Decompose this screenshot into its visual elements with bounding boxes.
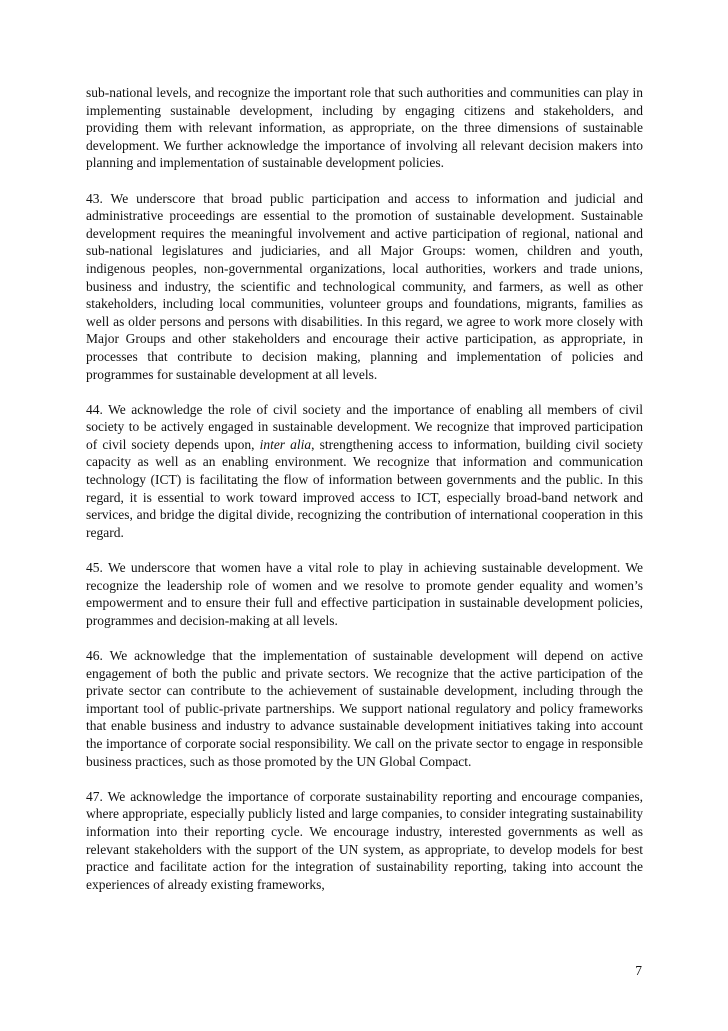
paragraph-46: 46. We acknowledge that the implementation of sustainable development will depend on active engagement of both the public and private sectors. We recognize that the active participation of the private sector can contribute to the achievement of sustainable development, including through the important tool of public-private partnerships. We support national regulatory and policy frameworks that enable business and industry to advance sustainable development initiatives taking into account the importance of corporate social responsibility. We call on the private sector to engage in responsible business practices, such as those promoted by the UN Global Compact.	[86, 648, 643, 769]
paragraph-44-text-after: , strengthening access to information, building civil society capacity as well as an enabling environment. We recognize that information and communication technology (ICT) is facilitating the flow of information between governments and the public. In this regard, it is essential to work toward improved access to ICT, especially broad-band network and services, and bridge the digital divide, recognizing the contribution of international cooperation in this regard.	[86, 436, 643, 540]
page-number: 7	[635, 963, 642, 978]
paragraph-44-text-before: 44. We acknowledge the role of civil society and the importance of enabling all members of civil society to be actively engaged in sustainable development. We recognize that improved participation of civil society depends upon,	[86, 401, 643, 452]
paragraph-44	[86, 401, 643, 542]
paragraph-47: 47. We acknowledge the importance of corporate sustainability reporting and encourage companies, where appropriate, especially publicly listed and large companies, to consider integrating sustainability information into their reporting cycle. We encourage industry, interested governments as well as relevant stakeholders with the support of the UN system, as appropriate, to develop models for best practice and facilitate action for the integration of sustainability reporting, taking into account the experiences of already existing frameworks,	[86, 788, 643, 892]
paragraph-45: 45. We underscore that women have a vital role to play in achieving sustainable development. We recognize the leadership role of women and we resolve to promote gender equality and women’s empowerment and to ensure their full and effective participation in sustainable development policies, programmes and decision-making at all levels.	[86, 560, 643, 628]
paragraph-42-continued: sub-national levels, and recognize the important role that such authorities and communities can play in implementing sustainable development, including by engaging citizens and stakeholders, and providing them with relevant information, as appropriate, on the three dimensions of sustainable development. We further acknowledge the importance of involving all relevant decision makers into planning and implementation of sustainable development policies.	[86, 85, 643, 171]
paragraph-43: 43. We underscore that broad public participation and access to information and judicial and administrative proceedings are essential to the promotion of sustainable development. Sustainable development requires the meaningful involvement and active participation of regional, national and sub-national legislatures and judiciaries, and all Major Groups: women, children and youth, indigenous peoples, non-governmental organizations, local authorities, workers and trade unions, business and industry, the scientific and technological community, and farmers, as well as other stakeholders, including local communities, volunteer groups and foundations, migrants, families as well as older persons and persons with disabilities. In this regard, we agree to work more closely with Major Groups and other stakeholders and encourage their active participation, as appropriate, in processes that contribute to decision making, planning and implementation of policies and programmes for sustainable development at all levels.	[86, 190, 643, 382]
paragraph-44-italic-phrase: inter alia	[259, 436, 312, 452]
document-body	[86, 84, 643, 893]
